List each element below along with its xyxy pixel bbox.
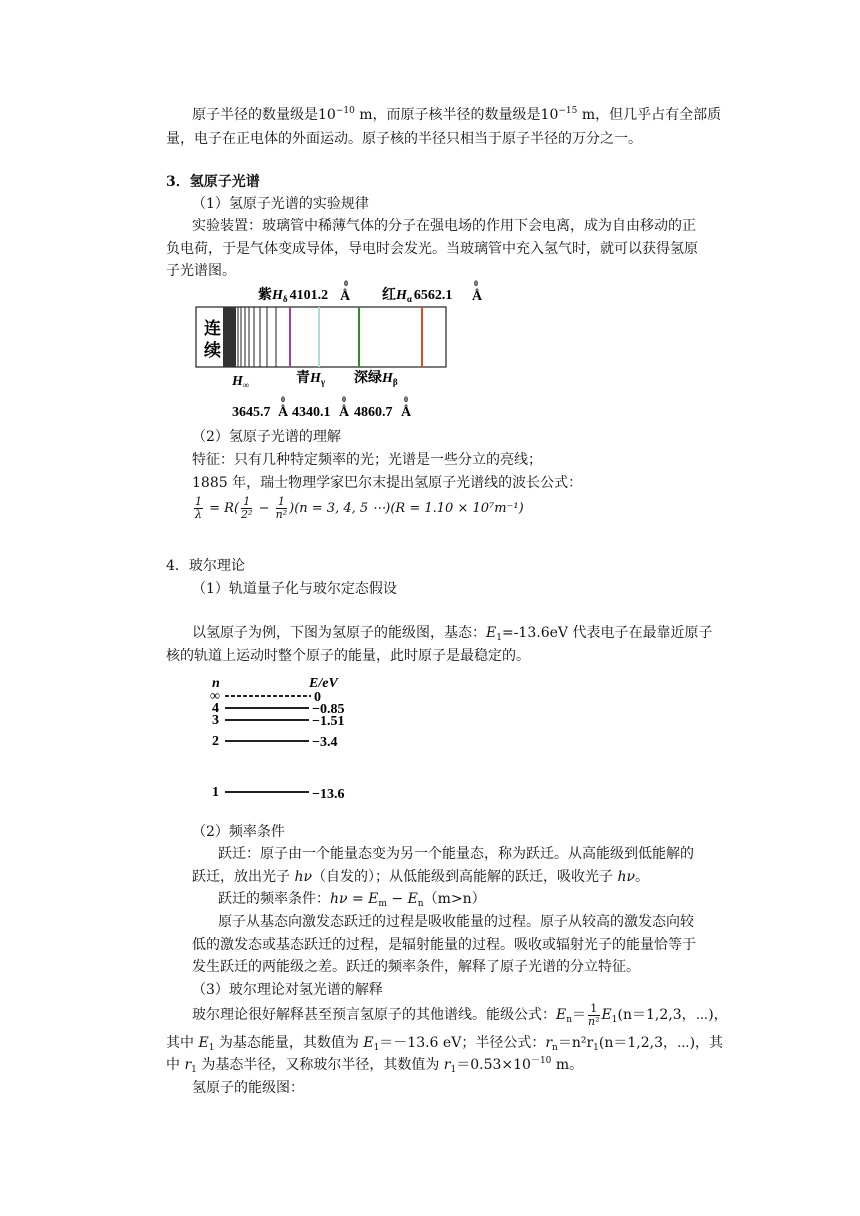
intro-line-2: 量，电子在正电体的外面运动。原子核的半径只相当于原子半径的万分之一。 [166,131,642,147]
series-limit-band [223,307,236,367]
section-4-sub-1: （1）轨道量子化与玻尔定态假设 [192,581,397,597]
svg-text:1: 1 [212,785,219,800]
svg-text:4: 4 [212,701,219,716]
absorption-para-1: 原子从基态向激发态跃迁的过程是吸收能量的过程。原子从较高的激发态向较 [218,914,694,930]
transition-line-2: 跃迁，放出光子 hν（自发的）；从低能级到高能解的跃迁，吸收光子 hν。 [192,869,649,885]
section-4-sub-2: （2）频率条件 [192,824,285,840]
svg-text:0: 0 [344,279,348,288]
h-infinity-label: $H_\infty$ [232,374,250,390]
energy-column-header: E/eV [309,676,338,691]
svg-text:0: 0 [474,279,478,288]
continuous-label-1: 连 [204,319,221,338]
para-apparatus-2: 负电荷，于是气体变成导体，导电时会发光。当玻璃管中充入氢气时，就可以获得氢原 [166,241,698,257]
continuous-label-2: 续 [204,341,221,360]
para-apparatus-3: 子光谱图。 [166,263,236,279]
svg-text:Å: Å [339,405,350,420]
svg-text:Å: Å [278,405,289,420]
intro-line-1: 原子半径的数量级是$10^{-10}$ m，而原子核半径的数量级是$10^{-15}$ m，但几乎占有全部质 [192,106,722,123]
energy-level-caption: 氢原子的能级图： [192,1080,304,1096]
svg-text:−1.51: −1.51 [312,714,345,729]
energy-level-diagram [205,672,365,806]
svg-text:3: 3 [212,713,219,728]
svg-text:Å: Å [401,405,412,420]
balmer-intro: 1885 年，瑞士物理学家巴尔末提出氢原子光谱线的波长公式： [192,475,583,491]
balmer-formula: $\frac{1}{\lambda}$ = R( $\frac{1}{\text{2²}}$ − $\frac{1}{\text{n²}}$ )(n = 3, 4, 5 ⋯)(R = 1.10 × 10⁷m⁻¹) [195,495,524,521]
absorption-para-3: 发生跃迁的两能级之差。跃迁的频率条件，解释了原子光谱的分立特征。 [192,959,640,975]
red-line-label: 红$H_\alpha$ 6562.1 [382,288,453,304]
absorption-para-2: 低的激发态或基态跃迁的过程，是辐射能量的过程。吸收或辐射光子的能量恰等于 [192,937,696,953]
svg-text:0: 0 [404,395,408,404]
svg-text:Å: Å [340,289,351,304]
wavelength-4860: 4860.7 [354,405,393,420]
svg-text:−3.4: −3.4 [312,735,338,750]
explanation-line-1: 玻尔理论很好解释甚至预言氢原子的其他谱线。能级公式：$E_n=$ $\frac{1}{\text{n²}}$ $E_1(n=1,2,3$，⋯)， [192,1001,728,1028]
green-line-label: 深绿$H_\beta$ [354,371,398,387]
section-3-heading: 3．氢原子光谱 [166,174,260,190]
section-4-heading: 4．玻尔理论 [166,558,245,574]
wavelength-3645: 3645.7 [232,405,271,420]
svg-text:∞: ∞ [210,689,220,704]
frequency-condition: 跃迁的频率条件：$h\nu = E_m - E_n(m>n)$ [218,891,486,909]
feature-line: 特征：只有几种特定频率的光；光谱是一些分立的亮线； [192,452,542,468]
ground-state-para-1: 以氢原子为例，下图为氢原子的能级图，基态：$E_1=-13.6eV$ 代表电子在最靠近原子 [192,625,713,643]
section-4-sub-3: （3）玻尔理论对氢光谱的解释 [192,982,383,998]
hydrogen-spectrum-diagram [196,278,483,424]
svg-text:0: 0 [314,690,321,705]
cyan-line-label: 青$H_\gamma$ [296,371,326,387]
svg-text:0: 0 [342,395,346,404]
svg-text:0: 0 [281,395,285,404]
svg-text:2: 2 [212,734,219,749]
svg-text:Å: Å [472,289,483,304]
n-column-header: n [212,676,220,691]
purple-line-label: 紫$H_\delta$ 4101.2 [258,288,329,304]
section-3-sub-2: （2）氢原子光谱的理解 [192,429,341,445]
ground-state-para-2: 核的轨道上运动时整个原子的能量，此时原子是最稳定的。 [166,648,530,664]
explanation-line-2: 其中 $E_1$ 为基态能量，其数值为 $E_1=-13.6$ eV；半径公式：$r_n=n^2r_1(n=1,2,3$，⋯)，其 [166,1035,724,1053]
section-3-sub-1: （1）氢原子光谱的实验规律 [192,196,369,212]
transition-line-1: 跃迁：原子由一个能量态变为另一个能量态，称为跃迁。从高能级到低能解的 [218,846,694,862]
para-apparatus-1: 实验装置：玻璃管中稀薄气体的分子在强电场的作用下会电离，成为自由移动的正 [192,218,696,234]
svg-text:−13.6: −13.6 [312,787,345,802]
explanation-line-3: 中 $r_1$ 为基态半径，又称玻尔半径，其数值为 $r_1=0.53\times 10^{-10}$ m。 [166,1056,584,1075]
svg-text:−0.85: −0.85 [312,702,345,717]
wavelength-4340: 4340.1 [292,405,331,420]
